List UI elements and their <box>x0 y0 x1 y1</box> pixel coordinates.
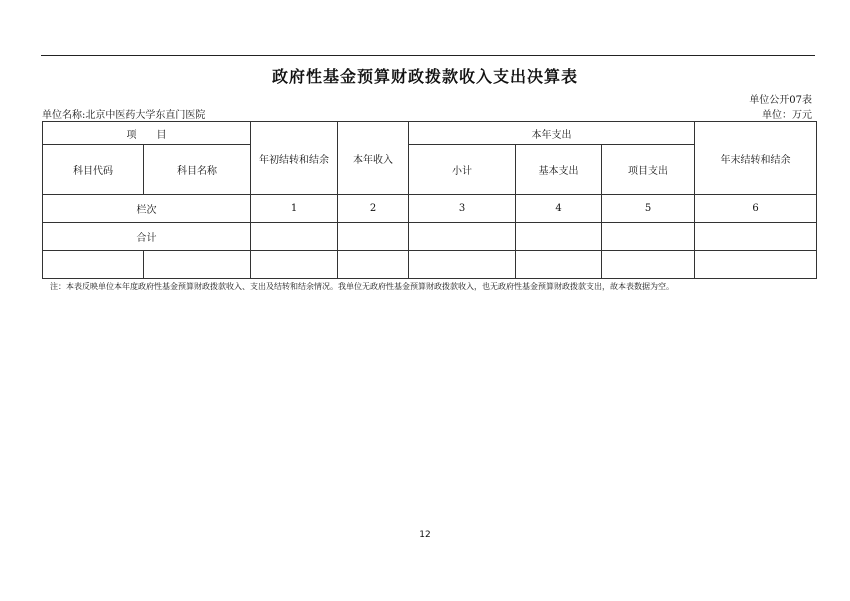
header-expenditure: 本年支出 <box>409 122 695 145</box>
header-basic: 基本支出 <box>516 145 602 195</box>
empty-cell <box>602 251 695 279</box>
col-number-3: 3 <box>409 195 516 223</box>
total-cell <box>338 223 409 251</box>
col-number-2: 2 <box>338 195 409 223</box>
header-end-balance: 年末结转和结余 <box>695 122 817 195</box>
page-title: 政府性基金预算财政拨款收入支出决算表 <box>271 67 578 86</box>
form-number: 单位公开07表 <box>749 95 812 106</box>
header-subtotal: 小计 <box>409 145 516 195</box>
col-number-4: 4 <box>516 195 602 223</box>
header-begin-balance: 年初结转和结余 <box>251 122 338 195</box>
col-number-6: 6 <box>695 195 817 223</box>
empty-cell <box>251 251 338 279</box>
page-number: 12 <box>419 530 431 540</box>
header-item: 项 目 <box>43 122 251 145</box>
fund-budget-table <box>42 121 817 279</box>
total-cell <box>602 223 695 251</box>
empty-cell <box>695 251 817 279</box>
header-project: 项目支出 <box>602 145 695 195</box>
table-note: 注：本表反映单位本年度政府性基金预算财政拨款收入、支出及结转和结余情况。我单位无政府性基金预算财政拨款收入，也无政府性基金预算财政拨款支出，故本表数据为空。 <box>50 282 674 291</box>
row-total-label: 合计 <box>43 223 251 251</box>
empty-cell <box>338 251 409 279</box>
unit-name-label: 单位名称:北京中医药大学东直门医院 <box>42 110 206 121</box>
top-rule <box>41 55 815 56</box>
empty-cell <box>516 251 602 279</box>
empty-cell <box>43 251 144 279</box>
total-cell <box>516 223 602 251</box>
row-index-label: 栏次 <box>43 195 251 223</box>
unit-label: 单位：万元 <box>762 110 812 121</box>
col-number-1: 1 <box>251 195 338 223</box>
total-cell <box>409 223 516 251</box>
empty-cell <box>144 251 251 279</box>
total-cell <box>251 223 338 251</box>
header-code: 科目代码 <box>43 145 144 195</box>
total-cell <box>695 223 817 251</box>
header-income: 本年收入 <box>338 122 409 195</box>
col-number-5: 5 <box>602 195 695 223</box>
header-name: 科目名称 <box>144 145 251 195</box>
empty-cell <box>409 251 516 279</box>
